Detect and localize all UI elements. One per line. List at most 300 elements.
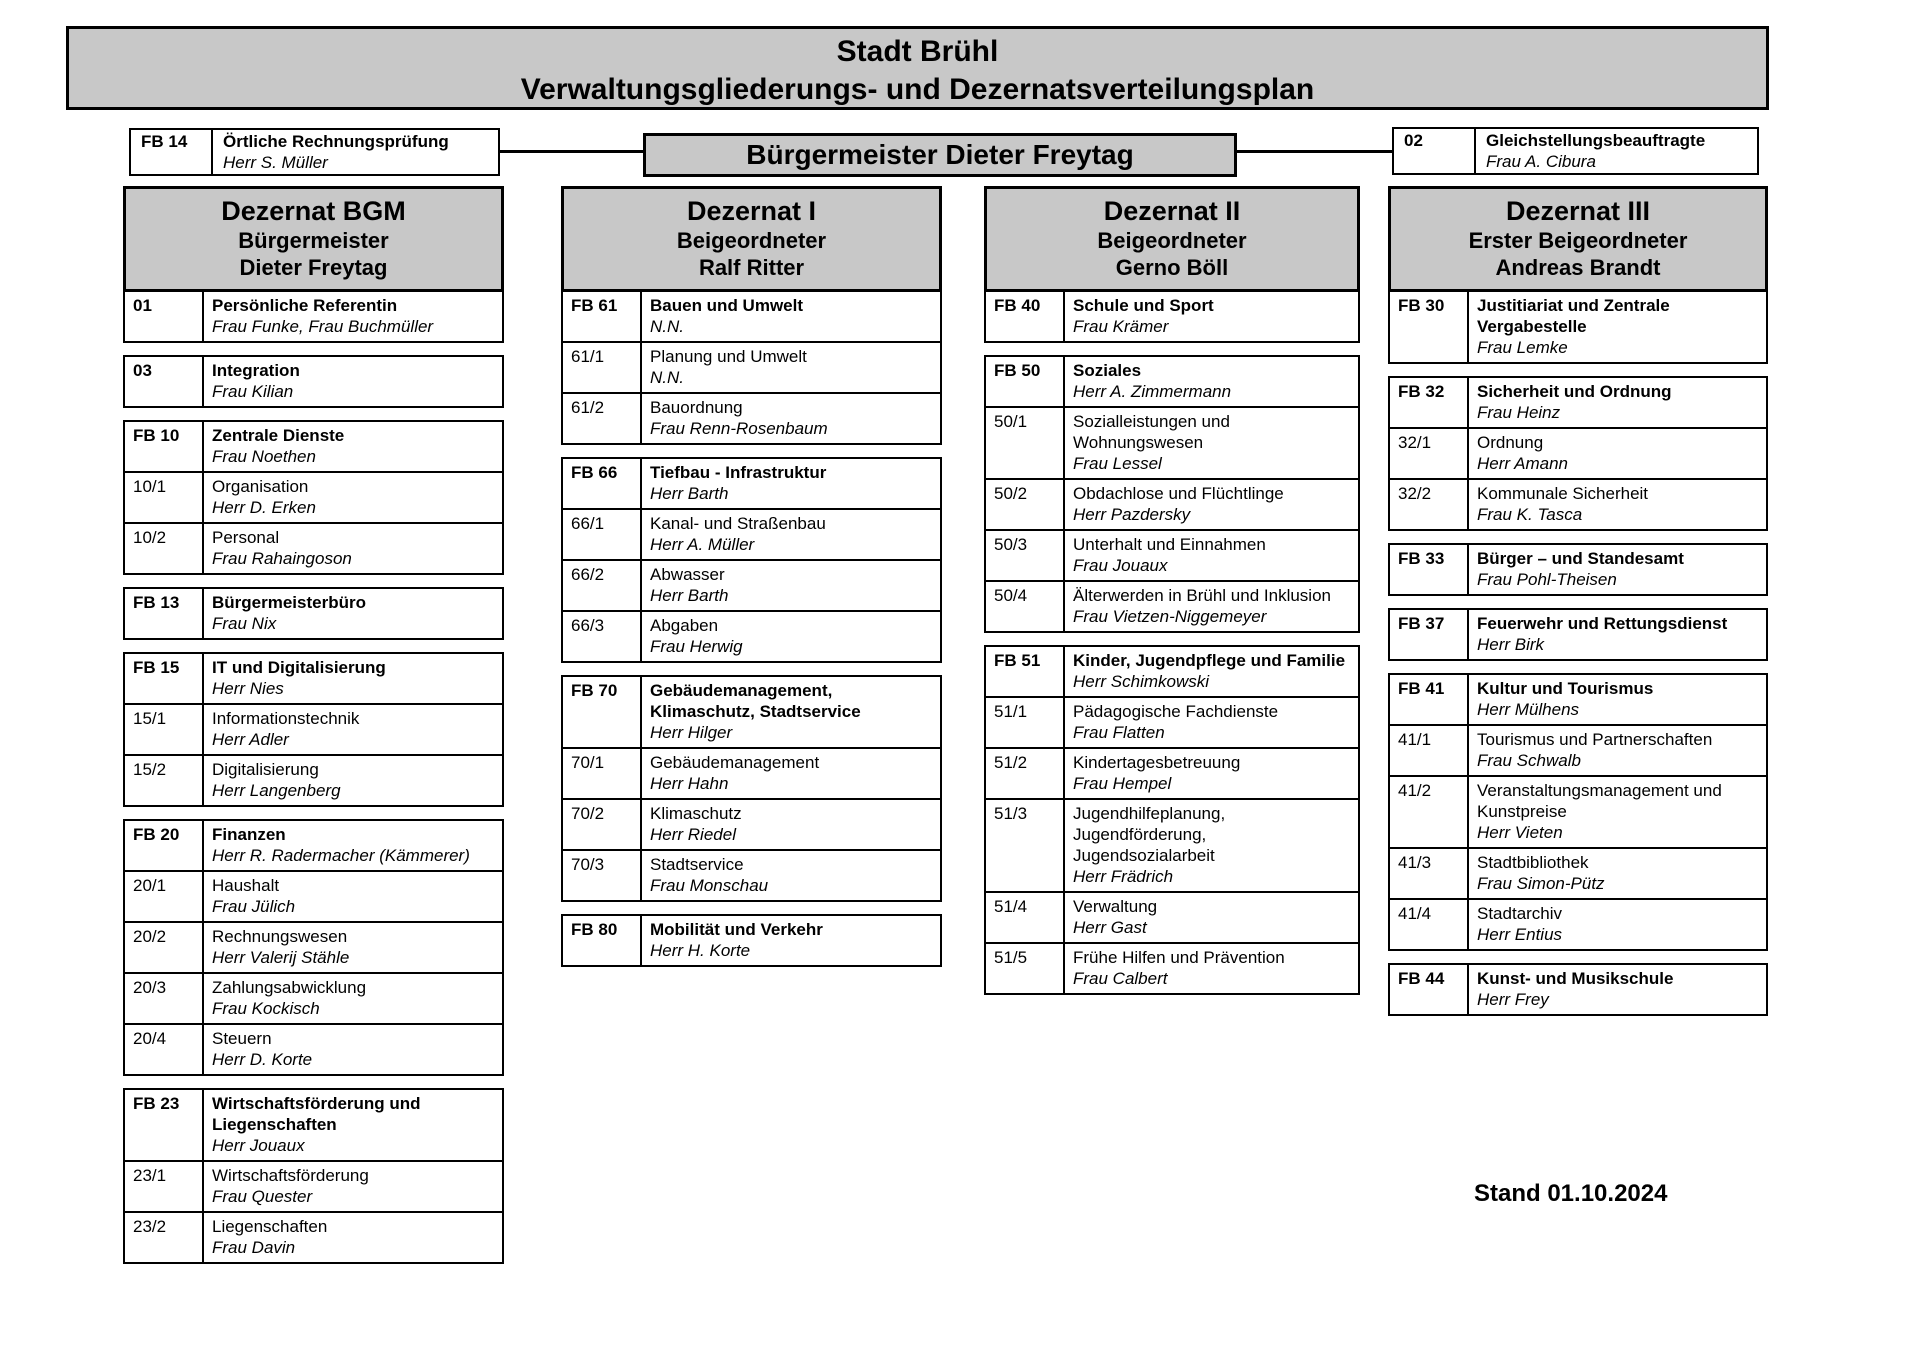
unit-body [204,357,502,406]
unit-body [1065,408,1358,478]
unit-group [984,292,1360,343]
unit-name: Feuerwehr und Rettungsdienst [1477,614,1728,633]
unit-name: Unterhalt und Einnahmen [1073,535,1266,554]
unit-body [1469,965,1766,1014]
unit-person: Herr Jouaux [212,1136,305,1155]
unit-person: Frau Vietzen-Niggemeyer [1073,607,1267,626]
unit-row [986,292,1358,341]
unit-body [642,916,940,965]
unit-group [561,675,942,902]
unit-name: Bauen und Umwelt [650,296,804,315]
unit-row [125,703,502,754]
unit-person: Frau Jouaux [1073,556,1168,575]
unit-row [1390,378,1766,427]
unit-row [986,891,1358,942]
unit-person: Herr Schimkowski [1073,672,1210,691]
unit-person: Frau Lemke [1477,338,1568,357]
unit-person: Frau Kilian [212,382,294,401]
unit-code: FB 40 [986,292,1065,341]
unit-code: FB 44 [1390,965,1469,1014]
unit-code: 41/3 [1390,849,1469,898]
dezernat-header [984,186,1360,292]
dezernat-head-name: Dieter Freytag [239,255,388,280]
unit-row [986,798,1358,891]
unit-person: Herr Valerij Stähle [212,948,350,967]
unit-code: FB 61 [563,292,642,341]
unit-body [204,292,502,341]
unit-name: Justitiariat und Zentrale Vergabestelle [1477,296,1670,336]
box-code: 02 [1394,129,1476,173]
unit-row [125,821,502,870]
unit-body [642,459,940,508]
dezernat-role: Beigeordneter [676,228,827,253]
unit-name: Zentrale Dienste [212,426,345,445]
unit-person: Herr Birk [1477,635,1545,654]
unit-person: Herr R. Radermacher (Kämmerer) [212,846,470,865]
dezernat-header [561,186,942,292]
unit-name: Kunst- und Musikschule [1477,969,1674,988]
unit-row [986,357,1358,406]
unit-person: Frau Krämer [1073,317,1169,336]
dezernat-title: Dezernat I [686,196,817,226]
box-body [1476,129,1715,173]
unit-code: 32/2 [1390,480,1469,529]
unit-body [1469,292,1766,362]
unit-row [125,654,502,703]
unit-code: 41/2 [1390,777,1469,847]
dezernat-head-name: Ralf Ritter [698,255,805,280]
box-02 [1392,127,1759,175]
unit-body [204,872,502,921]
unit-body [642,292,940,341]
unit-group [984,355,1360,633]
unit-person: Herr Riedel [650,825,736,844]
unit-name: Liegenschaften [212,1217,328,1236]
box-body [213,130,459,174]
unit-code: 32/1 [1390,429,1469,478]
unit-person: Herr Langenberg [212,781,341,800]
unit-group [123,652,504,807]
unit-person: Frau Monschau [650,876,769,895]
connector-left [500,150,643,153]
dezernat-role: Bürgermeister [238,228,389,253]
unit-name: Jugendhilfeplanung, Jugendförderung, Jugendsozialarbeit [1073,804,1226,865]
header-city: Stadt Brühl [836,35,999,68]
unit-code: 01 [125,292,204,341]
unit-person: N.N. [650,368,684,387]
dezernat-role: Erster Beigeordneter [1468,228,1688,253]
unit-row [563,916,940,965]
unit-code: FB 30 [1390,292,1469,362]
unit-person: Herr Hahn [650,774,729,793]
unit-name: Gebäudemanagement [650,753,820,772]
unit-name: Planung und Umwelt [650,347,807,366]
mayor-box: Bürgermeister Dieter Freytag [643,133,1237,177]
unit-name: Steuern [212,1029,272,1048]
unit-body [204,1090,502,1160]
unit-code: FB 70 [563,677,642,747]
unit-name: Kommunale Sicherheit [1477,484,1649,503]
box-name: Örtliche Rechnungsprüfung [223,132,449,151]
box-person: Herr S. Müller [223,153,328,172]
unit-body [642,561,940,610]
unit-row [563,849,940,900]
unit-body [1065,944,1358,993]
unit-group [1388,292,1768,364]
unit-name: Kinder, Jugendpflege und Familie [1073,651,1346,670]
unit-row [1390,478,1766,529]
unit-group [561,457,942,663]
unit-body [642,343,940,392]
unit-row [563,610,940,661]
unit-code: 03 [125,357,204,406]
unit-row [986,696,1358,747]
unit-person: Herr Amann [1477,454,1569,473]
unit-name: Wirtschaftsförderung und Liegenschaften [212,1094,421,1134]
unit-row [125,1090,502,1160]
dezernat-role: Beigeordneter [1097,228,1247,253]
unit-code: 20/2 [125,923,204,972]
unit-name: Tiefbau - Infrastruktur [650,463,827,482]
unit-code: FB 20 [125,821,204,870]
unit-person: Frau Nix [212,614,277,633]
unit-body [1469,610,1766,659]
connector-right [1237,150,1392,153]
unit-person: Herr Mülhens [1477,700,1580,719]
unit-name: Schule und Sport [1073,296,1214,315]
unit-person: Herr Nies [212,679,284,698]
unit-body [642,677,940,747]
unit-row [125,1211,502,1262]
unit-body [204,589,502,638]
unit-name: Pädagogische Fachdienste [1073,702,1279,721]
box-fb14 [129,128,500,176]
unit-name: IT und Digitalisierung [212,658,386,677]
unit-row [563,392,940,443]
unit-group [123,1088,504,1264]
unit-row [1390,545,1766,594]
unit-name: Haushalt [212,876,280,895]
unit-group [123,420,504,575]
unit-body [1469,429,1766,478]
unit-row [1390,292,1766,362]
unit-row [563,459,940,508]
unit-body [1065,357,1358,406]
column-dezernat-2 [984,186,1360,995]
unit-row [986,580,1358,631]
unit-row [125,1160,502,1211]
unit-person: Frau Noethen [212,447,316,466]
unit-row [125,870,502,921]
unit-name: Bürgermeisterbüro [212,593,366,612]
unit-name: Rechnungswesen [212,927,348,946]
unit-code: 50/2 [986,480,1065,529]
unit-name: Frühe Hilfen und Prävention [1073,948,1285,967]
unit-name: Kultur und Tourismus [1477,679,1654,698]
unit-person: Herr Pazdersky [1073,505,1191,524]
unit-name: Organisation [212,477,309,496]
unit-person: Frau Lessel [1073,454,1162,473]
unit-code: FB 15 [125,654,204,703]
unit-name: Verwaltung [1073,897,1158,916]
unit-body [204,1025,502,1074]
unit-row [125,1023,502,1074]
dezernat-header [123,186,504,292]
unit-code: FB 80 [563,916,642,965]
unit-name: Personal [212,528,280,547]
unit-person: Frau Hempel [1073,774,1172,793]
unit-row [1390,610,1766,659]
unit-person: Frau Quester [212,1187,313,1206]
unit-code: FB 10 [125,422,204,471]
unit-person: Herr Gast [1073,918,1147,937]
unit-body [204,422,502,471]
unit-body [1065,800,1358,891]
column-dezernat-3 [1388,186,1768,1016]
page-header [66,26,1769,110]
unit-person: Frau Simon-Pütz [1477,874,1605,893]
dezernat-title: Dezernat II [1103,196,1241,226]
unit-row [125,589,502,638]
unit-code: 20/3 [125,974,204,1023]
unit-code: 10/2 [125,524,204,573]
unit-person: Herr A. Müller [650,535,755,554]
unit-group [1388,608,1768,661]
unit-code: 66/3 [563,612,642,661]
unit-row [125,972,502,1023]
unit-body [204,923,502,972]
unit-name: Finanzen [212,825,286,844]
unit-body [204,1213,502,1262]
unit-row [563,341,940,392]
box-person: Frau A. Cibura [1486,152,1596,171]
unit-row [563,559,940,610]
unit-group [1388,543,1768,596]
unit-row [986,647,1358,696]
unit-name: Informationstechnik [212,709,360,728]
unit-name: Stadtarchiv [1477,904,1563,923]
unit-row [563,747,940,798]
unit-code: 61/2 [563,394,642,443]
unit-name: Älterwerden in Brühl und Inklusion [1073,586,1331,605]
unit-row [1390,427,1766,478]
unit-name: Kanal- und Straßenbau [650,514,826,533]
unit-code: FB 51 [986,647,1065,696]
unit-group [123,587,504,640]
unit-code: 23/2 [125,1213,204,1262]
unit-row [563,677,940,747]
unit-code: FB 32 [1390,378,1469,427]
unit-body [1065,893,1358,942]
unit-group [1388,376,1768,531]
unit-name: Abwasser [650,565,725,584]
unit-row [563,508,940,559]
unit-name: Gebäudemanagement, Klimaschutz, Stadtservice [650,681,861,721]
unit-name: Stadtbibliothek [1477,853,1589,872]
unit-group [123,355,504,408]
unit-name: Integration [212,361,300,380]
unit-body [1469,900,1766,949]
unit-person: Herr D. Korte [212,1050,313,1069]
column-dezernat-1 [561,186,942,967]
unit-code: 51/5 [986,944,1065,993]
unit-person: Herr Adler [212,730,289,749]
unit-row [125,422,502,471]
unit-code: 51/1 [986,698,1065,747]
unit-code: 61/1 [563,343,642,392]
unit-row [125,921,502,972]
unit-code: FB 50 [986,357,1065,406]
unit-person: Herr Frey [1477,990,1549,1009]
column-dezernat-bgm [123,186,504,1264]
unit-body [204,705,502,754]
unit-group [561,914,942,967]
unit-body [642,394,940,443]
unit-code: 50/1 [986,408,1065,478]
unit-body [204,821,502,870]
unit-name: Abgaben [650,616,719,635]
unit-person: Herr Hilger [650,723,733,742]
unit-row [986,406,1358,478]
unit-code: 70/1 [563,749,642,798]
unit-row [563,798,940,849]
unit-code: 20/1 [125,872,204,921]
unit-person: Herr Vieten [1477,823,1563,842]
unit-person: Frau Pohl-Theisen [1477,570,1617,589]
unit-code: 51/2 [986,749,1065,798]
unit-body [204,1162,502,1211]
unit-body [642,612,940,661]
unit-body [1065,292,1358,341]
unit-person: Frau Calbert [1073,969,1168,988]
unit-body [1065,749,1358,798]
unit-body [642,800,940,849]
unit-name: Tourismus und Partnerschaften [1477,730,1713,749]
unit-person: Herr D. Erken [212,498,316,517]
unit-body [1469,545,1766,594]
unit-row [125,754,502,805]
unit-person: Frau Jülich [212,897,296,916]
box-name: Gleichstellungsbeauftragte [1486,131,1706,150]
unit-body [1065,698,1358,747]
unit-name: Stadtservice [650,855,744,874]
unit-group [1388,673,1768,951]
unit-code: 70/3 [563,851,642,900]
unit-code: FB 66 [563,459,642,508]
unit-body [642,749,940,798]
unit-row [563,292,940,341]
unit-code: 66/2 [563,561,642,610]
unit-row [125,357,502,406]
unit-code: 23/1 [125,1162,204,1211]
unit-body [1469,378,1766,427]
dezernat-head-name: Gerno Böll [1115,255,1229,280]
dezernat-header [1388,186,1768,292]
unit-code: 10/1 [125,473,204,522]
unit-person: Frau Schwalb [1477,751,1581,770]
unit-body [204,654,502,703]
unit-code: 50/3 [986,531,1065,580]
unit-body [1469,726,1766,775]
unit-person: Frau Flatten [1073,723,1165,742]
unit-body [204,974,502,1023]
box-code: FB 14 [131,130,213,174]
unit-name: Ordnung [1477,433,1544,452]
unit-code: FB 33 [1390,545,1469,594]
unit-person: N.N. [650,317,684,336]
unit-body [204,524,502,573]
unit-name: Bürger – und Standesamt [1477,549,1684,568]
unit-row [125,471,502,522]
unit-body [204,473,502,522]
unit-name: Kindertagesbetreuung [1073,753,1241,772]
unit-body [1469,480,1766,529]
unit-person: Frau Davin [212,1238,296,1257]
unit-name: Digitalisierung [212,760,319,779]
unit-body [204,756,502,805]
unit-person: Frau Kockisch [212,999,320,1018]
unit-person: Frau K. Tasca [1477,505,1583,524]
unit-person: Herr A. Zimmermann [1073,382,1232,401]
unit-code: 41/4 [1390,900,1469,949]
unit-name: Veranstaltungsmanagement und Kunstpreise [1477,781,1722,821]
unit-body [1065,647,1358,696]
unit-person: Frau Herwig [650,637,743,656]
unit-row [1390,775,1766,847]
unit-body [1065,531,1358,580]
stand-date: Stand 01.10.2024 [1474,1180,1668,1207]
unit-body [1469,777,1766,847]
unit-person: Herr Entius [1477,925,1563,944]
unit-row [1390,965,1766,1014]
unit-row [986,942,1358,993]
unit-person: Frau Renn-Rosenbaum [650,419,828,438]
unit-group [561,292,942,445]
unit-name: Klimaschutz [650,804,742,823]
unit-code: 20/4 [125,1025,204,1074]
unit-code: FB 37 [1390,610,1469,659]
unit-code: 66/1 [563,510,642,559]
unit-row [986,747,1358,798]
unit-code: 15/2 [125,756,204,805]
header-title: Verwaltungsgliederungs- und Dezernatsverteilungsplan [520,73,1315,106]
unit-code: FB 41 [1390,675,1469,724]
dezernat-title: Dezernat BGM [221,196,406,226]
unit-name: Mobilität und Verkehr [650,920,823,939]
unit-person: Herr H. Korte [650,941,751,960]
unit-code: 51/3 [986,800,1065,891]
unit-group [1388,963,1768,1016]
unit-body [1065,582,1358,631]
unit-group [123,819,504,1076]
unit-body [642,510,940,559]
unit-row [125,522,502,573]
unit-code: FB 23 [125,1090,204,1160]
unit-row [986,529,1358,580]
unit-code: FB 13 [125,589,204,638]
unit-code: 15/1 [125,705,204,754]
unit-name: Sozialleistungen und Wohnungswesen [1073,412,1230,452]
unit-name: Soziales [1073,361,1142,380]
unit-person: Herr Barth [650,586,729,605]
unit-code: 41/1 [1390,726,1469,775]
unit-body [1469,675,1766,724]
unit-name: Zahlungsabwicklung [212,978,367,997]
unit-person: Frau Rahaingoson [212,549,352,568]
unit-person: Frau Heinz [1477,403,1561,422]
unit-name: Persönliche Referentin [212,296,398,315]
unit-name: Wirtschaftsförderung [212,1166,369,1185]
